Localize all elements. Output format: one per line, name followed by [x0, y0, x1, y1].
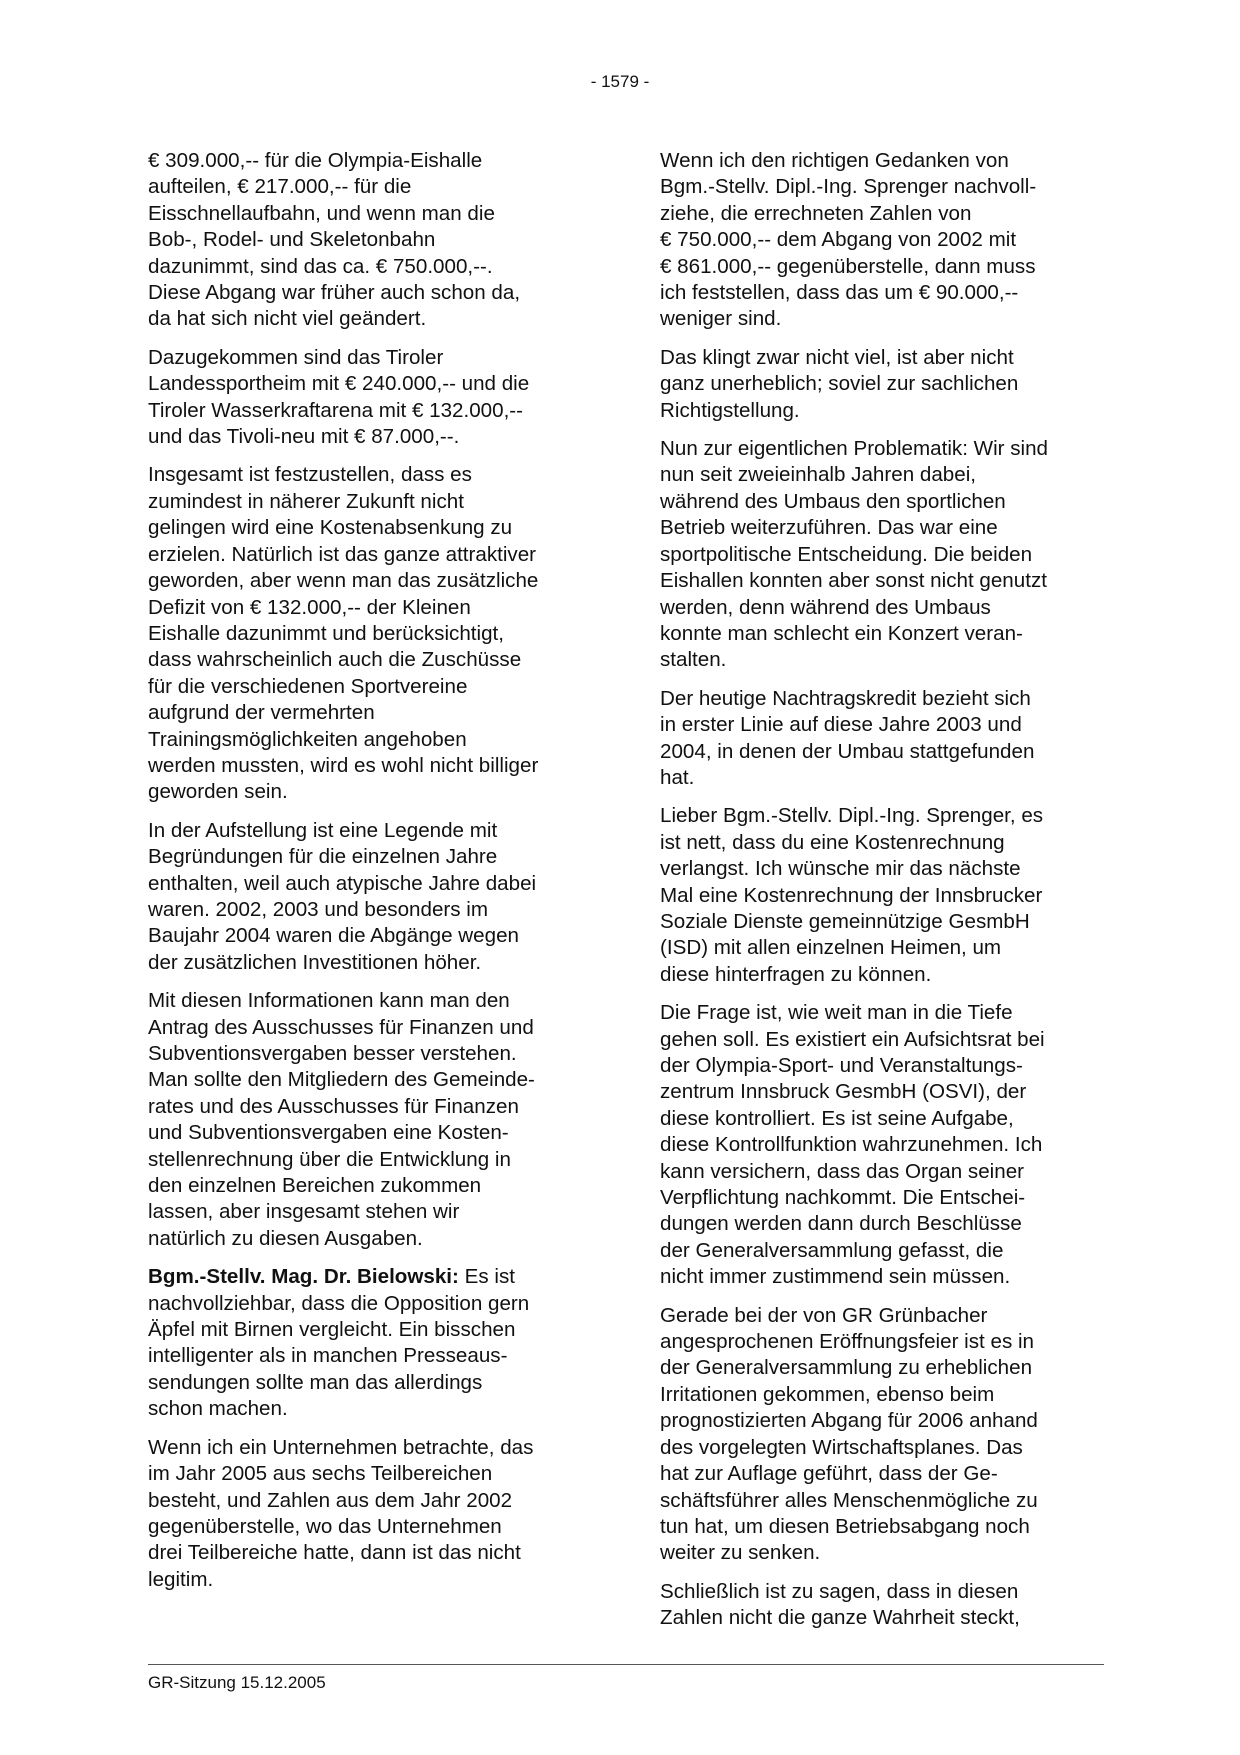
right-column [660, 148, 1104, 1644]
paragraph: Gerade bei der von GR Grünbacher angesprochenen Eröffnungsfeier ist es in der Generalversammlung zu erheblichen Irritationen gekommen, ebenso beim prognostizierten Abgang für 2006 anhand des vorgelegten Wirtschaftsplanes. Das hat zur Auflage geführt, dass der Ge- schäftsführer alles Menschenmögliche zu tun hat, um diesen Betriebsabgang noch weiter zu senken. [660, 1303, 1038, 1565]
paragraph: Die Frage ist, wie weit man in die Tiefe gehen soll. Es existiert ein Aufsichtsrat bei der Olympia-Sport- und Veranstaltungs- zentrum Innsbruck GesmbH (OSVI), der diese kontrolliert. Es ist seine Aufgabe, diese Kontrollfunktion wahrzunehmen. Ich kann versichern, dass das Organ seiner Verpflichtung nachkommt. Die Entschei- dungen werden dann durch Beschlüsse der Generalversammlung gefasst, die nicht immer zustimmend sein müssen. [660, 1001, 1045, 1289]
paragraph: Nun zur eigentlichen Problematik: Wir sind nun seit zweieinhalb Jahren dabei, während des Umbaus den sportlichen Betrieb weiterzuführen. Das war eine sportpolitische Entscheidung. Die beiden Eishallen konnten aber sonst nicht genutzt werden, denn während des Umbaus konnte man schlecht ein Konzert veran- stalten. [660, 437, 1049, 672]
page-number: - 1579 - [590, 72, 650, 91]
footer-divider [148, 1664, 1104, 1665]
paragraph: Insgesamt ist festzustellen, dass es zumindest in näherer Zukunft nicht gelingen wird eine Kostenabsenkung zu erzielen. Natürlich ist das ganze attraktiver geworden, aber wenn man das zusätzliche Defizit von € 132.000,-- der Kleinen Eishalle dazunimmt und berücksichtigt, dass wahrscheinlich auch die Zuschüsse für die verschiedenen Sportvereine aufgrund der vermehrten Trainingsmöglichkeiten angehoben werden mussten, wird es wohl nicht billiger geworden sein. [148, 463, 539, 804]
speech-text: Es ist nachvollziehbar, dass die Opposition gern Äpfel mit Birnen vergleicht. Ein bisschen intelligenter als in manchen Presseaus- sendungen sollte man das allerdings schon machen. [148, 1265, 530, 1421]
paragraph: Das klingt zwar nicht viel, ist aber nicht ganz unerheblich; soviel zur sachlichen Richtigstellung. [660, 345, 1019, 422]
paragraph: Lieber Bgm.-Stellv. Dipl.-Ing. Sprenger, es ist nett, dass du eine Kostenrechnung verlangst. Ich wünsche mir das nächste Mal eine Kostenrechnung der Innsbrucker Soziale Dienste gemeinnützige GesmbH (ISD) mit allen einzelnen Heimen, um diese hinterfragen zu können. [660, 804, 1044, 986]
footer-session: GR-Sitzung 15.12.2005 [148, 1673, 326, 1692]
paragraph: € 309.000,-- für die Olympia-Eishalle aufteilen, € 217.000,-- für die Eisschnellaufbahn, und wenn man die Bob-, Rodel- und Skeletonbahn dazunimmt, sind das ca. € 750.000,--. Diese Abgang war früher auch schon da, da hat sich nicht viel geändert. [148, 149, 521, 331]
paragraph: Wenn ich ein Unternehmen betrachte, das im Jahr 2005 aus sechs Teilbereichen besteht, und Zahlen aus dem Jahr 2002 gegenüberstelle, wo das Unternehmen drei Teilbereiche hatte, dann ist das nicht legitim. [148, 1435, 534, 1591]
left-column [148, 148, 588, 1605]
paragraph: Mit diesen Informationen kann man den Antrag des Ausschusses für Finanzen und Subventionsvergaben besser verstehen. Man sollte den Mitgliedern des Gemeinde- rates und des Ausschusses für Finanzen und Subventionsvergaben eine Kosten- stellenrechnung über die Entwicklung in den einzelnen Bereichen zukommen lassen, aber insgesamt stehen wir natürlich zu diesen Ausgaben. [148, 989, 535, 1250]
paragraph: In der Aufstellung ist eine Legende mit Begründungen für die einzelnen Jahre enthalten, weil auch atypische Jahre dabei waren. 2002, 2003 und besonders im Baujahr 2004 waren die Abgänge wegen der zusätzlichen Investitionen höher. [148, 818, 537, 974]
paragraph: Dazugekommen sind das Tiroler Landessportheim mit € 240.000,-- und die Tiroler Wasserkraftarena mit € 132.000,-- und das Tivoli-neu mit € 87.000,--. [148, 345, 530, 449]
paragraph: Der heutige Nachtragskredit bezieht sich in erster Linie auf diese Jahre 2003 und 2004, in denen der Umbau stattgefunden hat. [660, 686, 1035, 789]
speaker-name: Bgm.-Stellv. Mag. Dr. Bielowski: [148, 1265, 459, 1289]
speech-paragraph [148, 1264, 588, 1422]
paragraph: Wenn ich den richtigen Gedanken von Bgm.-Stellv. Dipl.-Ing. Sprenger nachvoll- ziehe, die errechneten Zahlen von € 750.000,-- dem Abgang von 2002 mit € 861.000,-- gegenüberstelle, dann muss ich feststellen, dass das um € 90.000,-- weniger sind. [660, 149, 1037, 331]
paragraph: Schließlich ist zu sagen, dass in diesen Zahlen nicht die ganze Wahrheit steckt, [660, 1579, 1020, 1630]
